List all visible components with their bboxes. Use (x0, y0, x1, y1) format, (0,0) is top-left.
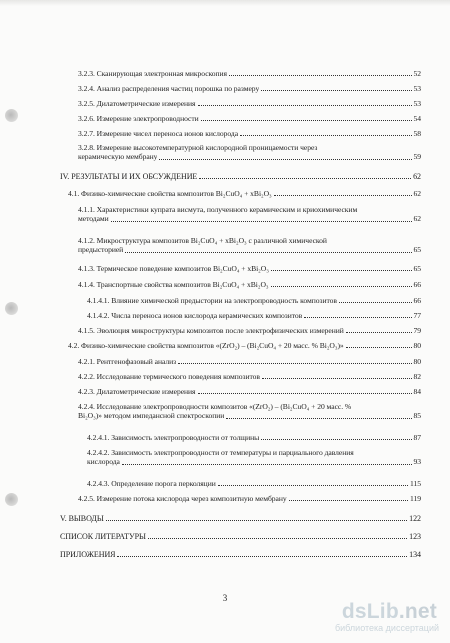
toc-page-number: 123 (409, 532, 421, 541)
toc-page-number: 59 (413, 152, 421, 162)
toc-page-number: 66 (413, 280, 421, 289)
toc-entry: 4.1.4. Транспортные свойства композитов Bi₂CuO₄ + xBi₂O₃ 66 (78, 280, 421, 289)
toc-page-number: 93 (413, 457, 421, 467)
toc-entry: 3.2.8. Измерение высокотемпературной кислородной проницаемости через керамическую мембрану 59 (78, 143, 421, 162)
toc-entry: 4.2.3. Дилатометрические измерения 84 (78, 387, 421, 396)
toc-page-number: 62 (413, 214, 421, 224)
dot-leader (271, 286, 412, 287)
toc-page-number: 53 (413, 99, 421, 108)
dot-leader (289, 500, 408, 501)
dot-leader (262, 378, 412, 379)
toc-entry: 4.2.5. Измерение потока кислорода через композитную мембрану 119 (78, 494, 421, 503)
dot-leader (122, 464, 412, 465)
dot-leader (339, 302, 412, 303)
toc-page-number: 79 (413, 326, 421, 335)
dot-leader (274, 195, 412, 196)
page-number: 3 (222, 593, 228, 603)
toc-entry: 4.2.1. Рентгенофазовый анализ 80 (78, 357, 421, 366)
toc-entry: 4.2.4.1. Зависимость электропроводности от толщины 87 (87, 433, 421, 442)
dot-leader (346, 332, 412, 333)
dot-leader (125, 252, 411, 253)
dot-leader (229, 75, 412, 76)
dot-leader (271, 270, 412, 271)
dot-leader (201, 120, 412, 121)
toc-entry: 3.2.6. Измерение электропроводности 54 (78, 114, 421, 123)
toc-page-number: 62 (413, 189, 421, 198)
dslib-logo: dsLib.net (341, 600, 437, 623)
toc-entry: 3.2.5. Дилатометрические измерения 53 (78, 99, 421, 108)
toc-entry: 4.1. Физико-химические свойства композитов Bi₂CuO₄ + xBi₂O₃ 62 (68, 189, 421, 198)
toc-entry: 4.1.2. Микроструктура композитов Bi₂CuO₄ + xBi₂O₃ с различной химической предысторией 65 (78, 236, 421, 255)
toc-page-number: 53 (413, 84, 421, 93)
toc-page-number: 134 (409, 550, 421, 559)
toc-page-number: 87 (413, 433, 421, 442)
toc-page-number: 77 (413, 311, 421, 320)
dot-leader (106, 520, 407, 521)
dot-leader (178, 363, 411, 364)
toc-entry: 4.1.1. Характеристики купрата висмута, полученного керамическим и криохимическим методами 62 (78, 205, 421, 224)
toc-page-number: 85 (413, 411, 421, 421)
dslib-subtitle: библиотека диссертаций (334, 623, 439, 633)
toc-entry: 4.2. Физико-химические свойства композитов «(ZrO₂) – (Bi₂CuO₄ + 20 масс. % Bi₂O₃)» 80 (68, 341, 421, 350)
toc-page-number: 54 (413, 114, 421, 123)
dslib-watermark (329, 600, 441, 636)
toc-page-number: 82 (413, 372, 421, 381)
dot-leader (261, 90, 411, 91)
toc-page-number: 65 (413, 245, 421, 255)
dot-leader (111, 221, 412, 222)
dot-leader (218, 485, 408, 486)
toc-entry: 3.2.3. Сканирующая электронная микроскопия 52 (78, 69, 421, 78)
dot-leader (159, 159, 411, 160)
toc-page-number: 62 (413, 172, 421, 181)
toc-page-number: 84 (413, 387, 421, 396)
toc-page-number: 65 (413, 264, 421, 273)
toc-entry: V. ВЫВОДЫ 122 (60, 514, 421, 523)
toc-page-number: 66 (413, 296, 421, 305)
dot-leader (226, 418, 411, 419)
dot-leader (346, 347, 412, 348)
toc-entry: 4.1.5. Эволюция микроструктуры композитов после электрофизических измерений 79 (78, 326, 421, 335)
dot-leader (304, 317, 411, 318)
toc-entry: 4.1.3. Термическое поведение композитов Bi₂CuO₄ + xBi₂O₃ 65 (78, 264, 421, 273)
toc-entry: 4.2.2. Исследование термического поведения композитов 82 (78, 372, 421, 381)
toc-page-number: 52 (413, 69, 421, 78)
dot-leader (240, 135, 411, 136)
dot-leader (199, 178, 411, 179)
dot-leader (198, 393, 412, 394)
toc-page-number: 58 (413, 129, 421, 138)
toc-page-number: 115 (410, 479, 421, 488)
toc-entry: 4.1.4.1. Влияние химической предыстории на электропроводность композитов 66 (87, 296, 421, 305)
toc-entry: 3.2.4. Анализ распределения частиц порошка по размеру 53 (78, 84, 421, 93)
toc-entry: 4.2.4.2. Зависимость электропроводности от температуры и парциального давления кислорода 93 (87, 448, 421, 467)
toc-entry: 4.2.4. Исследование электропроводности композитов «(ZrO₂) – (Bi₂CuO₄ + 20 масс. % Bi₂O₃)» методом импедансной спектроскопии 85 (78, 402, 421, 421)
toc-page-number: 80 (413, 341, 421, 350)
toc-entry: IV. РЕЗУЛЬТАТЫ И ИХ ОБСУЖДЕНИЕ 62 (60, 172, 421, 181)
toc-entry: 4.1.4.2. Числа переноса ионов кислорода керамических композитов 77 (87, 311, 421, 320)
dot-leader (261, 439, 411, 440)
dot-leader (117, 556, 407, 557)
toc-page-number: 80 (413, 357, 421, 366)
toc-page-number: 122 (409, 514, 421, 523)
toc-entry: ПРИЛОЖЕНИЯ 134 (60, 550, 421, 559)
toc-entry: 3.2.7. Измерение чисел переноса ионов кислорода 58 (78, 129, 421, 138)
toc-entry: 4.2.4.3. Определение порога перколяции 115 (87, 479, 421, 488)
dot-leader (198, 105, 412, 106)
dot-leader (148, 538, 407, 539)
toc-page-number: 119 (410, 494, 421, 503)
toc-entry: СПИСОК ЛИТЕРАТУРЫ 123 (60, 532, 421, 541)
